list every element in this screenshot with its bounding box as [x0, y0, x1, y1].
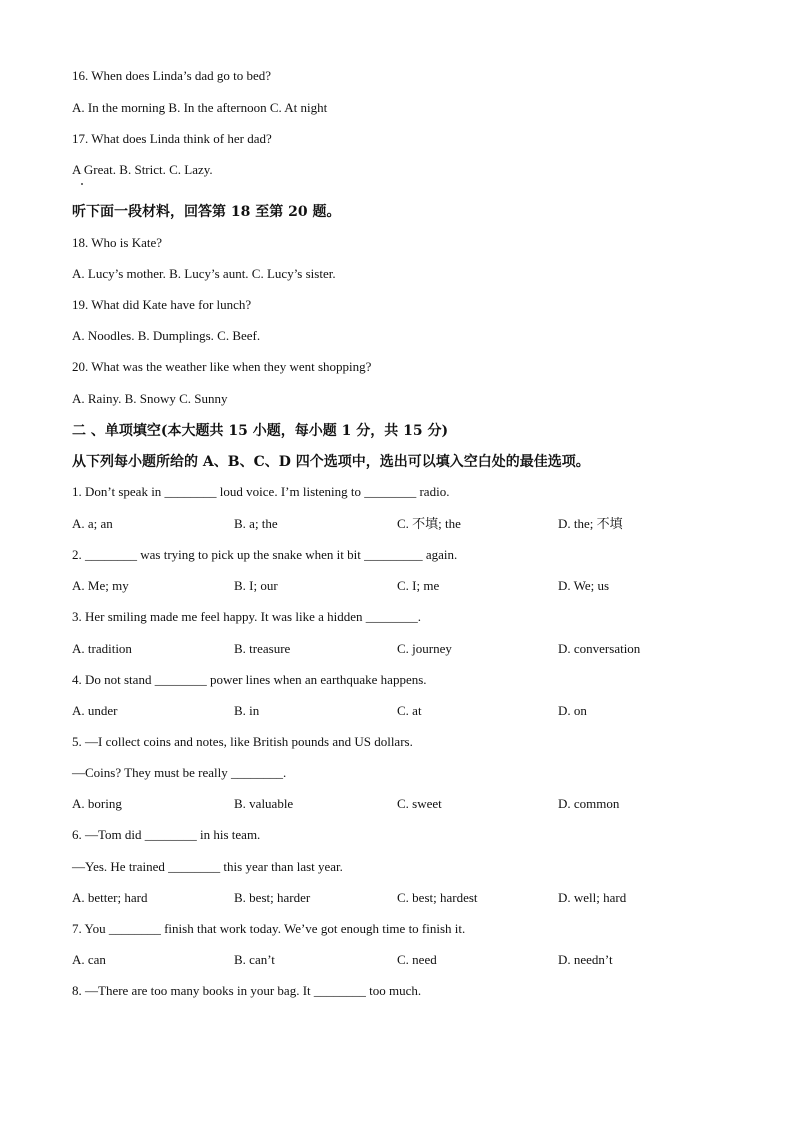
mc-4-option-b: B. in	[234, 703, 260, 718]
mc-7-option-a: A. can	[72, 952, 106, 967]
mc-6-option-d: D. well; hard	[558, 890, 627, 905]
mc-5-stem: 5. —I collect coins and notes, like British pounds and US dollars.	[72, 734, 413, 749]
mc-5-stem-reply: —Coins? They must be really ________.	[72, 765, 287, 780]
mc-2-option-a: A. Me; my	[72, 578, 129, 593]
listening-section-heading: 听下面一段材料，回答第 18 至第 20 题。	[72, 204, 341, 220]
mc-3-option-c: C. journey	[397, 641, 452, 656]
stray-mark	[81, 183, 83, 185]
question-16-options: A. In the morning B. In the afternoon C. At night	[72, 100, 328, 115]
mc-6-option-a: A. better; hard	[72, 890, 148, 905]
mc-2-stem: 2. ________ was trying to pick up the snake when it bit _________ again.	[72, 547, 458, 562]
mc-4-option-a: A. under	[72, 703, 118, 718]
question-17: 17. What does Linda think of her dad?	[72, 131, 272, 146]
mc-1-stem: 1. Don’t speak in ________ loud voice. I’m listening to ________ radio.	[72, 484, 450, 499]
question-19-options: A. Noodles. B. Dumplings. C. Beef.	[72, 328, 261, 343]
question-20-options: A. Rainy. B. Snowy C. Sunny	[72, 391, 228, 406]
mc-3-option-b: B. treasure	[234, 641, 291, 656]
mc-4-option-d: D. on	[558, 703, 587, 718]
mc-7-option-c: C. need	[397, 952, 437, 967]
question-17-options: A Great. B. Strict. C. Lazy.	[72, 162, 213, 177]
mc-5-option-a: A. boring	[72, 796, 122, 811]
mc-6-option-c: C. best; hardest	[397, 890, 478, 905]
mc-5-option-d: D. common	[558, 796, 620, 811]
mc-6-stem-reply: —Yes. He trained ________ this year than last year.	[72, 859, 343, 874]
mc-1-option-a: A. a; an	[72, 516, 113, 531]
mc-1-option-d: D. the; 不填	[558, 516, 623, 531]
question-18: 18. Who is Kate?	[72, 235, 163, 250]
mc-7-option-b: B. can’t	[234, 952, 275, 967]
mc-6-stem: 6. —Tom did ________ in his team.	[72, 827, 261, 842]
mc-5-option-c: C. sweet	[397, 796, 442, 811]
mc-1-option-c: C. 不填; the	[397, 516, 461, 531]
part2-title: 二 、单项填空(本大题共 15 小题，每小题 1 分，共 15 分)	[72, 423, 449, 439]
question-19: 19. What did Kate have for lunch?	[72, 297, 252, 312]
question-20: 20. What was the weather like when they went shopping?	[72, 359, 372, 374]
part2-instruction: 从下列每小题所给的 A、B、C、D 四个选项中，选出可以填入空白处的最佳选项。	[72, 454, 590, 470]
mc-2-option-b: B. I; our	[234, 578, 278, 593]
question-18-options: A. Lucy’s mother. B. Lucy’s aunt. C. Lucy’s sister.	[72, 266, 336, 281]
mc-4-option-c: C. at	[397, 703, 422, 718]
mc-7-stem: 7. You ________ finish that work today. We’ve got enough time to finish it.	[72, 921, 466, 936]
mc-2-option-d: D. We; us	[558, 578, 610, 593]
mc-4-stem: 4. Do not stand ________ power lines when an earthquake happens.	[72, 672, 427, 687]
mc-3-option-d: D. conversation	[558, 641, 641, 656]
mc-6-option-b: B. best; harder	[234, 890, 311, 905]
mc-2-option-c: C. I; me	[397, 578, 440, 593]
mc-1-option-b: B. a; the	[234, 516, 278, 531]
question-16: 16. When does Linda’s dad go to bed?	[72, 68, 272, 83]
mc-3-stem: 3. Her smiling made me feel happy. It was like a hidden ________.	[72, 609, 421, 624]
mc-5-option-b: B. valuable	[234, 796, 294, 811]
mc-3-option-a: A. tradition	[72, 641, 132, 656]
mc-7-option-d: D. needn’t	[558, 952, 613, 967]
mc-8-stem: 8. —There are too many books in your bag. It ________ too much.	[72, 983, 422, 998]
